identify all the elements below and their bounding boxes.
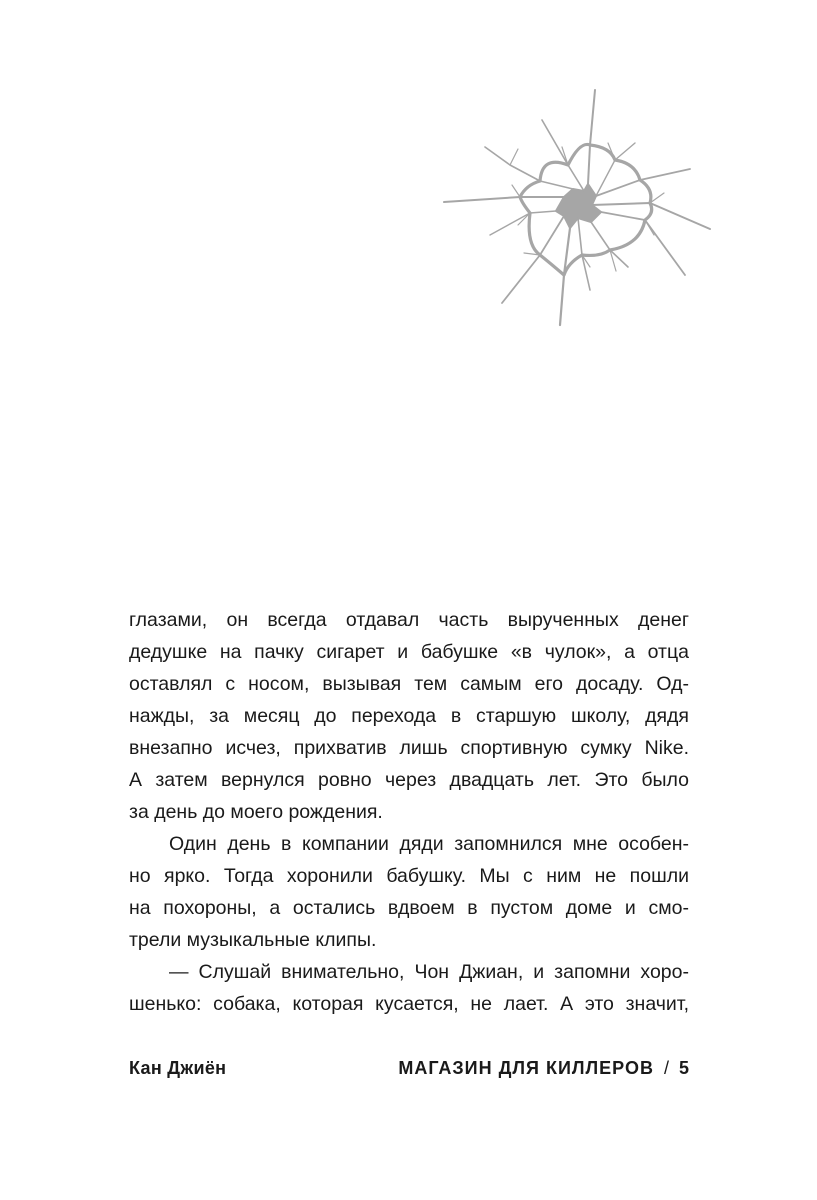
text-line: внезапно исчез, прихватив лишь спортивную сумку Nike. xyxy=(129,737,689,759)
running-title xyxy=(398,1058,689,1079)
page-number: 5 xyxy=(678,1058,689,1078)
body-text xyxy=(129,604,689,1020)
text-line: шенько: собака, которая кусается, не лает. А это значит, xyxy=(129,993,689,1015)
separator: / xyxy=(663,1058,669,1078)
book-title: МАГАЗИН ДЛЯ КИЛЛЕРОВ xyxy=(398,1058,654,1078)
text-line: но ярко. Тогда хоронили бабушку. Мы с ним не пошли xyxy=(129,865,689,887)
text-line: А затем вернулся ровно через двадцать лет. Это было xyxy=(129,769,689,791)
text-line: глазами, он всегда отдавал часть вырученных денег xyxy=(129,609,689,631)
text-line: оставлял с носом, вызывая тем самым его досаду. Од- xyxy=(129,673,689,695)
text-line: Один день в компании дяди запомнился мне особен- xyxy=(169,833,689,855)
text-line: дедушке на пачку сигарет и бабушке «в чулок», а отца xyxy=(129,641,689,663)
text-line: на похороны, а остались вдвоем в пустом доме и смо- xyxy=(129,897,689,919)
text-line: нажды, за месяц до перехода в старшую школу, дядя xyxy=(129,705,689,727)
text-line: — Слушай внимательно, Чон Джиан, и запомни хоро- xyxy=(169,961,689,983)
text-line: за день до моего рождения. xyxy=(129,801,383,823)
text-line: трели музыкальные клипы. xyxy=(129,929,377,951)
cracked-glass-icon xyxy=(440,85,715,330)
page-footer xyxy=(129,1058,689,1086)
author-name: Кан Джиён xyxy=(129,1058,227,1078)
